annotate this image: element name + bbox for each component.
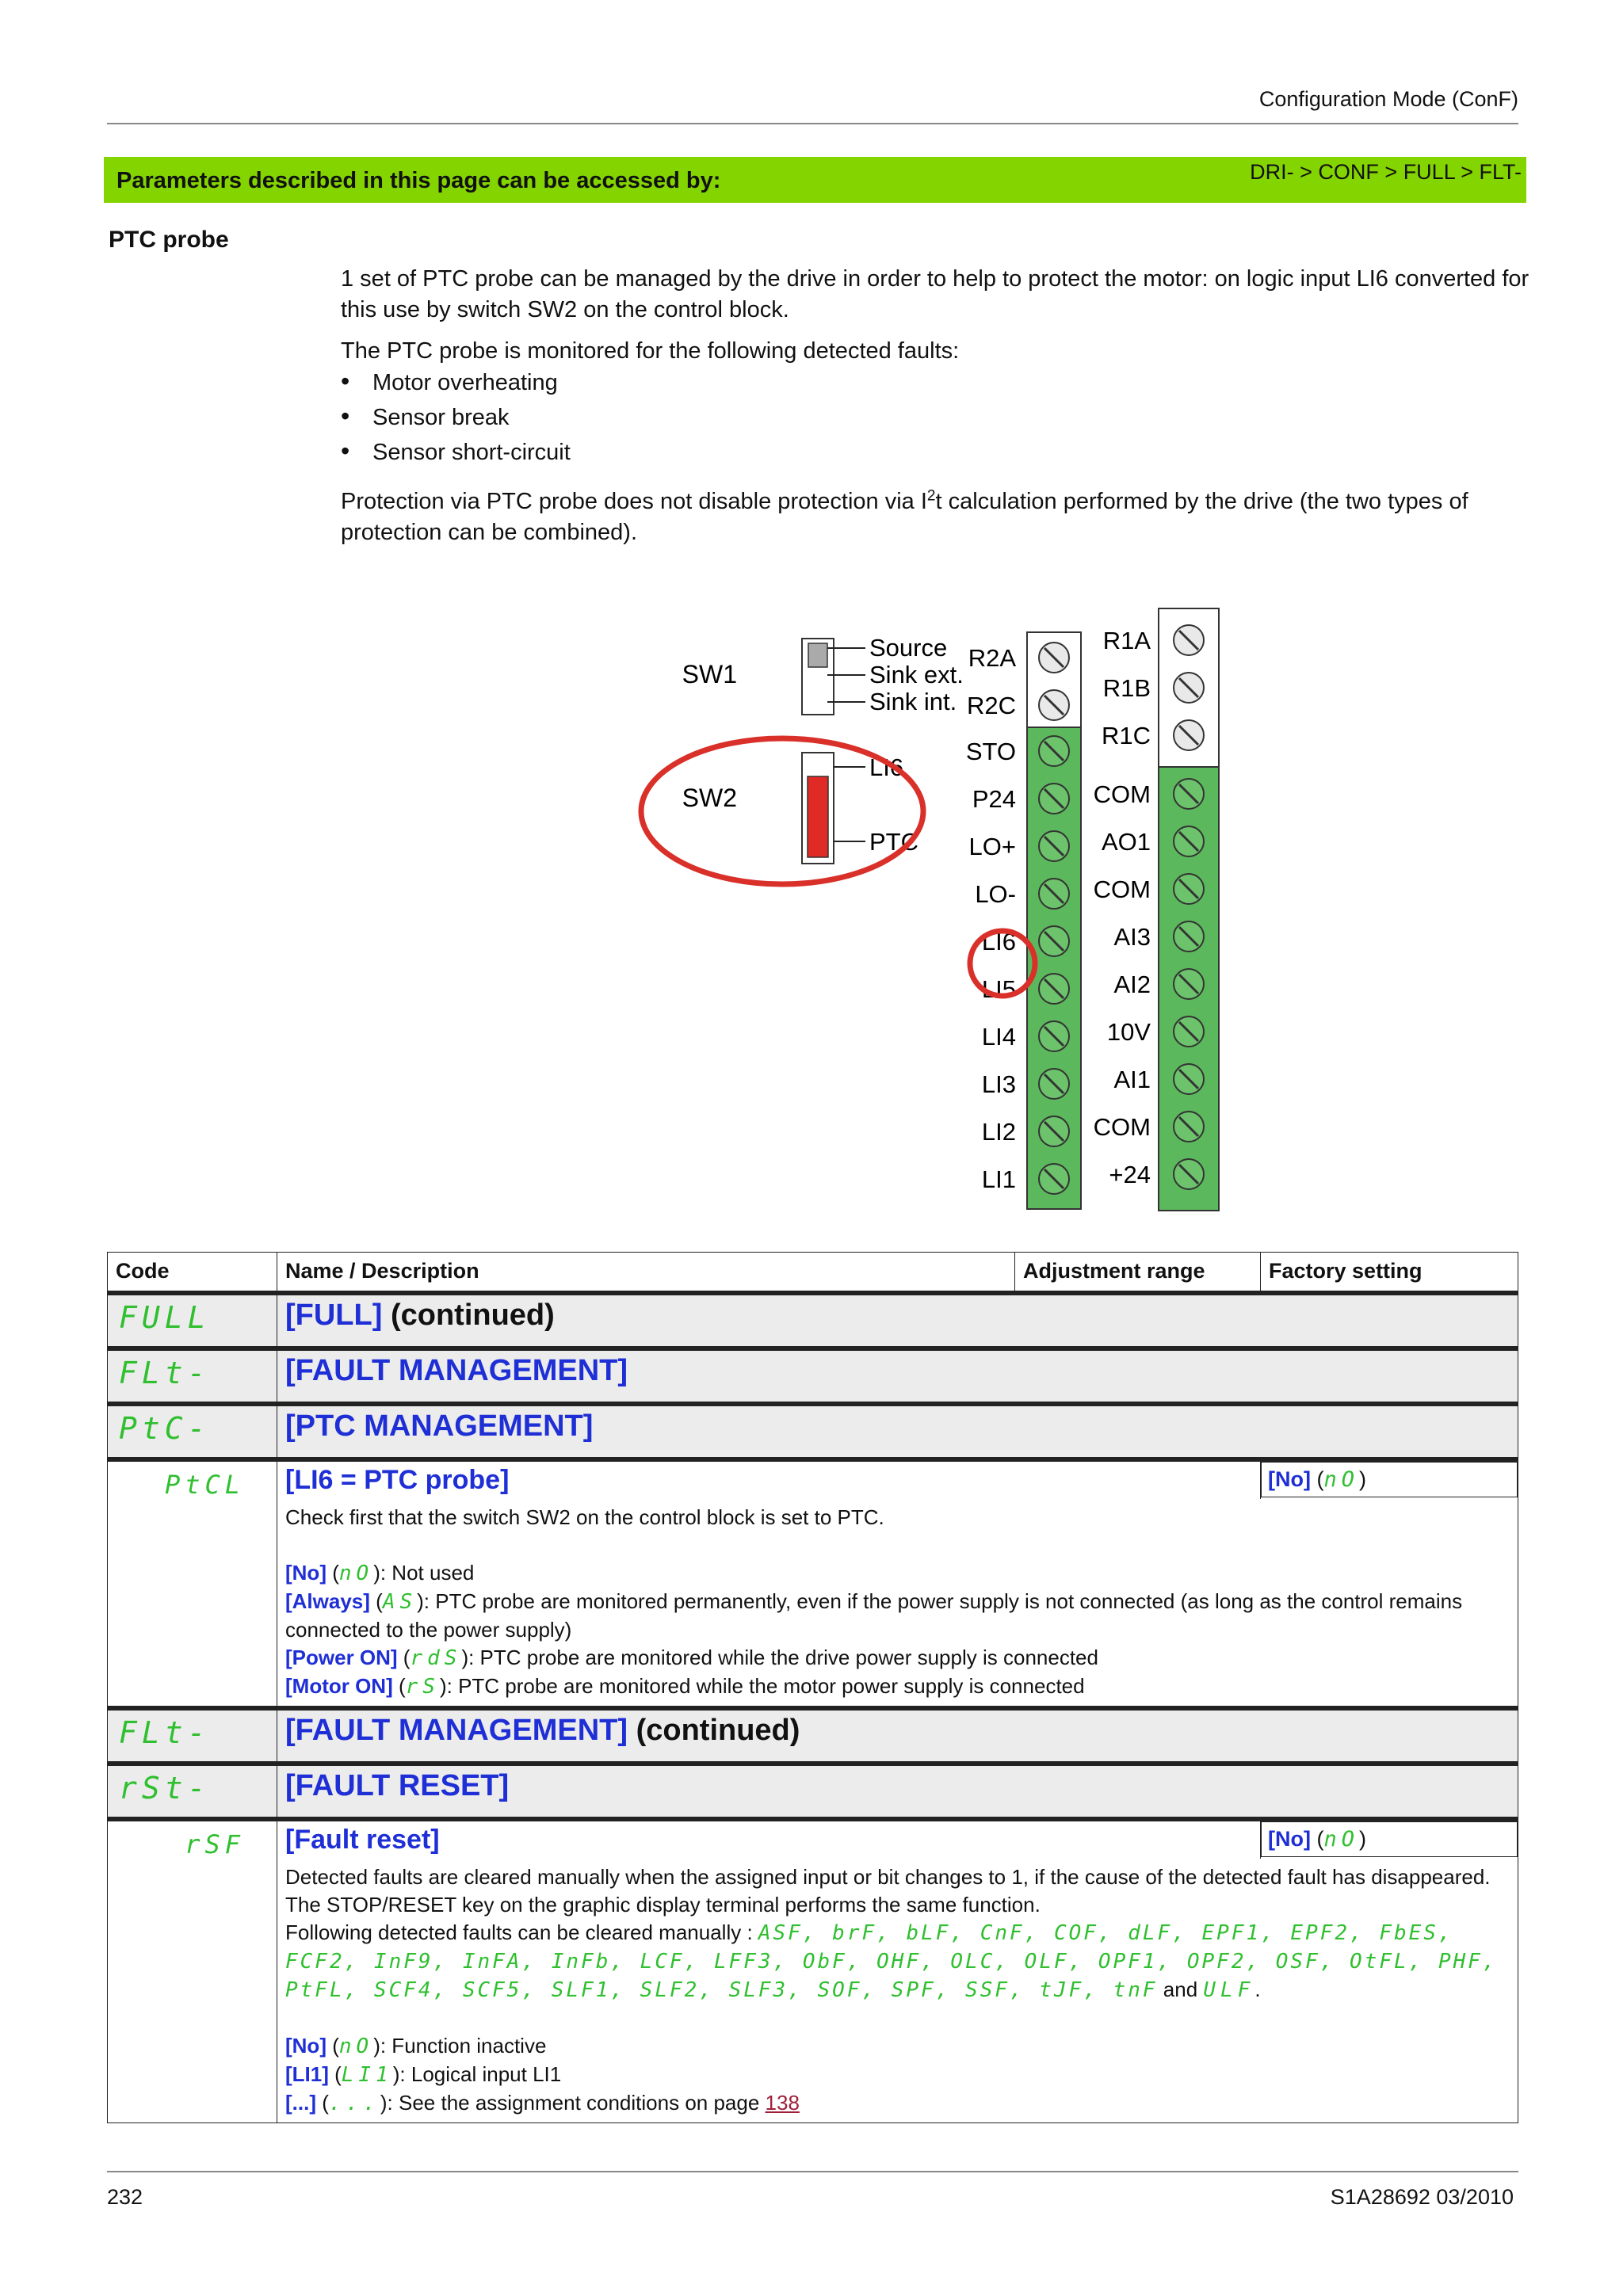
name-flt2: [FAULT MANAGEMENT] (285, 1714, 628, 1747)
list-item: • Motor overheating (341, 365, 571, 400)
col-name: Name / Description (277, 1253, 1015, 1294)
code-ptcl: PtCL (164, 1470, 245, 1500)
list-item: • Sensor break (341, 400, 571, 435)
intro-paragraph: 1 set of PTC probe can be managed by the drive in order to help to protect the motor: on logic input LI6 converted for this use by switch SW2 on the control block. (341, 266, 1529, 322)
rsf-desc: Detected faults are cleared manually when the assigned input or bit changes to 1, if the cause of the detected fault has disappeared. (285, 1865, 1491, 1889)
terminal-label: LO+ (968, 833, 1016, 860)
terminal-label: AI2 (1113, 971, 1151, 998)
menu-row-flt (108, 1348, 1518, 1404)
param-row-ptcl (108, 1459, 1518, 1499)
name-full: [FULL] (285, 1299, 383, 1332)
terminal-label: AI1 (1113, 1066, 1151, 1093)
ptcl-note: Check first that the switch SW2 on the control block is set to PTC. (285, 1505, 884, 1529)
col-range: Adjustment range (1015, 1253, 1261, 1294)
protection-paragraph: Protection via PTC probe does not disable protection via $I^2t$ calculation performed by the drive (the two types of protection can be combined). (341, 487, 1468, 545)
page-number: 232 (107, 2185, 143, 2209)
header-title: Configuration Mode (ConF) (1258, 87, 1518, 111)
faults-intro: The PTC probe is monitored for the following detected faults: (341, 338, 960, 364)
list-item: [LI1] (LI1): Logical input LI1 (285, 2062, 562, 2087)
param-desc-ptcl (108, 1499, 1518, 1708)
list-item: [No] (nO): Function inactive (285, 2034, 547, 2058)
name-ptc: [PTC MANAGEMENT] (285, 1409, 594, 1443)
name-rst: [FAULT RESET] (285, 1769, 510, 1802)
terminal-label: LI1 (981, 1165, 1016, 1193)
list-item: [Always] (AS): PTC probe are monitored permanently, even if the power supply is not connected (as long as the control remains connected to the power supply) (285, 1589, 1463, 1642)
terminal-label: LO- (975, 880, 1016, 908)
terminal-diagram (634, 602, 1252, 1236)
parameter-table (107, 1252, 1518, 2123)
menu-row-ptc (108, 1404, 1518, 1459)
col-factory: Factory setting (1261, 1253, 1518, 1294)
code-rsf: rSF (185, 1829, 245, 1859)
section-title: PTC probe (109, 227, 229, 253)
terminal-label: R2C (966, 692, 1016, 719)
doc-reference: S1A28692 03/2010 (1330, 2185, 1514, 2209)
col-code: Code (108, 1253, 277, 1294)
terminal-label: AO1 (1101, 828, 1151, 856)
terminal-label: COM (1093, 1113, 1151, 1141)
list-item: [...] (...): See the assignment conditions on page 138 (285, 2091, 800, 2115)
name-rsf: [Fault reset] (285, 1825, 440, 1855)
terminal-label: LI3 (981, 1070, 1016, 1098)
list-item: • Sensor short-circuit (341, 435, 571, 470)
fault-list (341, 365, 571, 470)
code-flt: FLt- (119, 1356, 211, 1390)
terminal-label: R1B (1102, 674, 1151, 702)
table-header-row (108, 1253, 1518, 1294)
code-flt2: FLt- (119, 1715, 211, 1750)
sw1-option: Sink ext. (869, 661, 964, 688)
factory-setting-rsf: [No] (nO) (1261, 1821, 1518, 1857)
name-flt: [FAULT MANAGEMENT] (285, 1354, 628, 1387)
menu-row-rst (108, 1764, 1518, 1819)
terminal-label: AI3 (1113, 923, 1151, 951)
terminal-label: COM (1093, 780, 1151, 808)
sw2-option: LI6 (869, 753, 904, 781)
page-link[interactable]: 138 (765, 2091, 800, 2115)
name-ptcl: [LI6 = PTC probe] (285, 1465, 510, 1495)
list-item: [Motor ON] (rS): PTC probe are monitored while the motor power supply is connected (285, 1674, 1085, 1699)
terminal-label: STO (965, 738, 1016, 765)
terminal-label: R2A (968, 644, 1016, 672)
terminal-label: LI6 (981, 928, 1016, 955)
terminal-label: LI4 (981, 1023, 1016, 1051)
terminal-label: R1C (1101, 722, 1151, 749)
factory-setting-ptcl: [No] (nO) (1261, 1462, 1518, 1497)
terminal-label: R1A (1102, 627, 1151, 654)
terminal-label: LI5 (981, 975, 1016, 1003)
access-path: DRI- > CONF > FULL > FLT- (1250, 160, 1522, 184)
terminal-label: LI2 (981, 1118, 1016, 1146)
terminal-label: COM (1093, 875, 1151, 903)
code-full: FULL (119, 1300, 211, 1335)
param-row-rsf (108, 1819, 1518, 1859)
terminal-label: +24 (1109, 1161, 1151, 1188)
sw2-label: SW2 (682, 784, 737, 812)
list-item: [No] (nO): Not used (285, 1561, 475, 1585)
code-rst: rSt- (119, 1771, 211, 1806)
rsf-fault-list: Following detected faults can be cleared manually : ASF, brF, bLF, CnF, COF, dLF, EPF1, EPF2, FbES, FCF2, InF9, InFA, InFb, LCF, LFF3, ObF, OHF, OLC, OLF, OPF1, OPF2, OSF, OtFL, PHF, PtFL, SCF4, SCF5, SLF1, SLF2, SLF3, SOF, SPF, SSF, tJF, tnF and ULF. (285, 1920, 1498, 2002)
list-item: [Power ON] (rdS): PTC probe are monitored while the drive power supply is connected (285, 1646, 1098, 1670)
sw1-label: SW1 (682, 660, 737, 688)
sw1-option: Source (869, 634, 948, 662)
menu-row-flt2: FLt- [FAULT MANAGEMENT] (continued) (108, 1708, 1518, 1764)
terminal-label: 10V (1106, 1018, 1151, 1046)
code-ptc: PtC- (119, 1411, 211, 1446)
terminal-label: P24 (972, 785, 1016, 813)
footer-divider (107, 2171, 1518, 2172)
sw2-option: PTC (869, 828, 918, 856)
sw1-option: Sink int. (869, 688, 957, 715)
param-desc-rsf (108, 1859, 1518, 2123)
rsf-desc: The STOP/RESET key on the graphic display terminal performs the same function. (285, 1893, 1041, 1917)
access-banner (104, 157, 1526, 203)
menu-row-full: FULL [FULL] (continued) (108, 1293, 1518, 1348)
header-divider (107, 123, 1518, 124)
access-label: Parameters described in this page can be accessed by: (116, 168, 721, 193)
